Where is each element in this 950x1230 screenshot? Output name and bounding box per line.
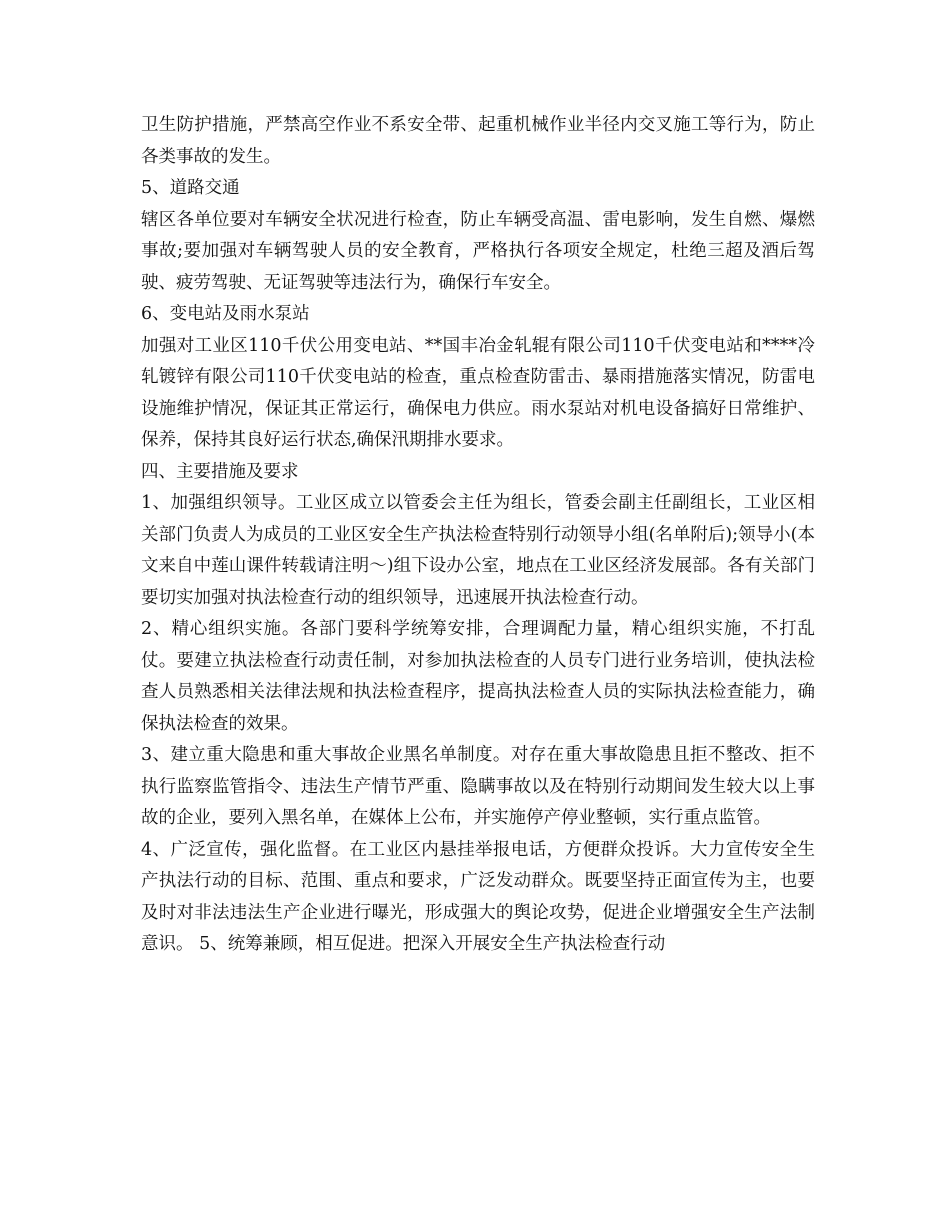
heading-main-measures: 四、主要措施及要求 — [141, 461, 299, 482]
paragraph-measure-implementation: 2、精心组织实施。各部门要科学统筹安排，合理调配力量，精心组织实施，不打乱仗。要建立执法检查行动责任制，对参加执法检查的人员专门进行业务培训，使执法检查人员熟悉相关法律法规和执法检查程序，提高执法检查人员的实际执法检查能力，确保执法检查的效果。 — [141, 619, 815, 734]
paragraph-safety-measures-continued: 卫生防护措施，严禁高空作业不系安全带、起重机械作业半径内交叉施工等行为，防止各类事故的发生。 — [141, 115, 815, 167]
paragraph-measure-publicity: 4、广泛宣传，强化监督。在工业区内悬挂举报电话，方便群众投诉。大力宣传安全生产执法行动的目标、范围、重点和要求，广泛发动群众。既要坚持正面宣传为主，也要及时对非法违法生产企业进行曝光，形成强大的舆论攻势，促进企业增强安全生产法制意识。 5、统筹兼顾，相互促进。把深入开展安全生产执法检查行动 — [141, 839, 815, 954]
heading-road-traffic: 5、道路交通 — [141, 178, 240, 198]
paragraph-measure-organization: 1、加强组织领导。工业区成立以管委会主任为组长，管委会副主任副组长，工业区相关部门负责人为成员的工业区安全生产执法检查特别行动领导小组(名单附后);领导小(本文来自中莲山课件转载请注明～)组下设办公室，地点在工业区经济发展部。各有关部门要切实加强对执法检查行动的组织领导，迅速展开执法检查行动。 — [141, 493, 815, 608]
document-body — [141, 110, 815, 961]
heading-substation-pump-station: 6、变电站及雨水泵站 — [141, 304, 310, 324]
paragraph-measure-blacklist: 3、建立重大隐患和重大事故企业黑名单制度。对存在重大事故隐患且拒不整改、拒不执行监察监管指令、违法生产情节严重、隐瞒事故以及在特别行动期间发生较大以上事故的企业，要列入黑名单，在媒体上公布，并实施停产停业整顿，实行重点监管。 — [141, 745, 815, 828]
paragraph-road-traffic: 辖区各单位要对车辆安全状况进行检查，防止车辆受高温、雷电影响，发生自燃、爆燃事故;要加强对车辆驾驶人员的安全教育，严格执行各项安全规定，杜绝三超及酒后驾驶、疲劳驾驶、无证驾驶等违法行为，确保行车安全。 — [141, 209, 815, 293]
paragraph-substation-pump-station: 加强对工业区110千伏公用变电站、**国丰冶金轧辊有限公司110千伏变电站和****冷轧镀锌有限公司110千伏变电站的检查，重点检查防雷击、暴雨措施落实情况，防雷电设施维护情况，保证其正常运行，确保电力供应。雨水泵站对机电设备搞好日常维护、保养，保持其良好运行状态,确保汛期排水要求。 — [141, 335, 815, 450]
